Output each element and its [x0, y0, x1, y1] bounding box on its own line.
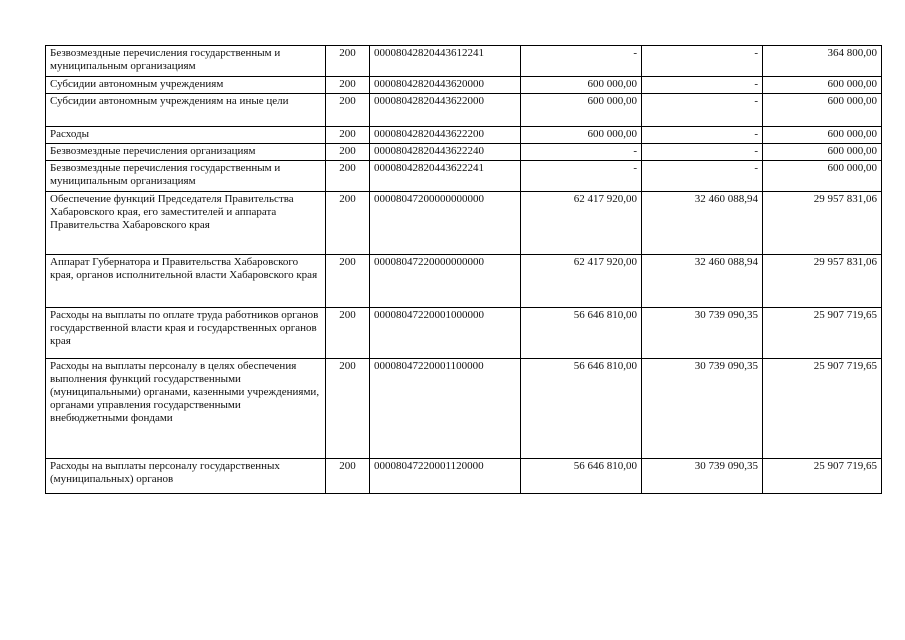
expense-name-cell: Обеспечение функций Председателя Правительства Хабаровского края, его заместителей и аппарата Правительства Хабаровского края: [46, 192, 326, 255]
executed-amount-cell: 30 739 090,35: [642, 359, 763, 459]
planned-amount-cell: 62 417 920,00: [521, 192, 642, 255]
table-row: [46, 46, 882, 77]
budget-classification-code-cell: 00008047220001100000: [370, 359, 521, 459]
expense-name-cell: Субсидии автономным учреждениям: [46, 77, 326, 94]
expense-name-cell: Расходы на выплаты персоналу государственных (муниципальных) органов: [46, 459, 326, 494]
unexecuted-amount-cell: 25 907 719,65: [763, 359, 882, 459]
unexecuted-amount-cell: 600 000,00: [763, 144, 882, 161]
unexecuted-amount-cell: 25 907 719,65: [763, 459, 882, 494]
unexecuted-amount-cell: 600 000,00: [763, 77, 882, 94]
table-row: [46, 459, 882, 494]
expense-name-cell: Расходы: [46, 127, 326, 144]
executed-amount-cell: -: [642, 94, 763, 127]
table-row: [46, 192, 882, 255]
unexecuted-amount-cell: 29 957 831,06: [763, 255, 882, 308]
expense-name-cell: Расходы на выплаты персоналу в целях обеспечения выполнения функций государственными (муниципальными) органами, казенными учреждениями, органами управления государственными внебюджетными фондами: [46, 359, 326, 459]
executed-amount-cell: 32 460 088,94: [642, 192, 763, 255]
table-row: [46, 94, 882, 127]
budget-classification-code-cell: 00008042820443622000: [370, 94, 521, 127]
unexecuted-amount-cell: 600 000,00: [763, 161, 882, 192]
planned-amount-cell: 56 646 810,00: [521, 459, 642, 494]
executed-amount-cell: 30 739 090,35: [642, 308, 763, 359]
planned-amount-cell: 62 417 920,00: [521, 255, 642, 308]
planned-amount-cell: -: [521, 46, 642, 77]
line-code-cell: 200: [326, 94, 370, 127]
budget-classification-code-cell: 00008042820443622241: [370, 161, 521, 192]
executed-amount-cell: -: [642, 46, 763, 77]
table-row: [46, 255, 882, 308]
budget-classification-code-cell: 00008042820443622240: [370, 144, 521, 161]
executed-amount-cell: 32 460 088,94: [642, 255, 763, 308]
unexecuted-amount-cell: 29 957 831,06: [763, 192, 882, 255]
planned-amount-cell: -: [521, 144, 642, 161]
planned-amount-cell: 600 000,00: [521, 94, 642, 127]
table-row: [46, 77, 882, 94]
planned-amount-cell: 56 646 810,00: [521, 308, 642, 359]
planned-amount-cell: 600 000,00: [521, 77, 642, 94]
line-code-cell: 200: [326, 308, 370, 359]
executed-amount-cell: -: [642, 161, 763, 192]
planned-amount-cell: 600 000,00: [521, 127, 642, 144]
unexecuted-amount-cell: 25 907 719,65: [763, 308, 882, 359]
unexecuted-amount-cell: 600 000,00: [763, 94, 882, 127]
expense-name-cell: Безвозмездные перечисления организациям: [46, 144, 326, 161]
budget-classification-code-cell: 00008042820443612241: [370, 46, 521, 77]
expense-name-cell: Безвозмездные перечисления государственным и муниципальным организациям: [46, 46, 326, 77]
table-row: [46, 127, 882, 144]
executed-amount-cell: 30 739 090,35: [642, 459, 763, 494]
planned-amount-cell: 56 646 810,00: [521, 359, 642, 459]
line-code-cell: 200: [326, 77, 370, 94]
line-code-cell: 200: [326, 46, 370, 77]
line-code-cell: 200: [326, 144, 370, 161]
executed-amount-cell: -: [642, 77, 763, 94]
line-code-cell: 200: [326, 127, 370, 144]
expense-name-cell: Аппарат Губернатора и Правительства Хабаровского края, органов исполнительной власти Хабаровского края: [46, 255, 326, 308]
line-code-cell: 200: [326, 255, 370, 308]
line-code-cell: 200: [326, 459, 370, 494]
expense-name-cell: Безвозмездные перечисления государственным и муниципальным организациям: [46, 161, 326, 192]
unexecuted-amount-cell: 364 800,00: [763, 46, 882, 77]
table-row: [46, 308, 882, 359]
budget-classification-code-cell: 00008047220001120000: [370, 459, 521, 494]
line-code-cell: 200: [326, 192, 370, 255]
budget-classification-code-cell: 00008047200000000000: [370, 192, 521, 255]
line-code-cell: 200: [326, 359, 370, 459]
budget-classification-code-cell: 00008047220000000000: [370, 255, 521, 308]
expense-name-cell: Субсидии автономным учреждениям на иные цели: [46, 94, 326, 127]
executed-amount-cell: -: [642, 144, 763, 161]
planned-amount-cell: -: [521, 161, 642, 192]
budget-classification-code-cell: 00008042820443620000: [370, 77, 521, 94]
unexecuted-amount-cell: 600 000,00: [763, 127, 882, 144]
budget-classification-code-cell: 00008047220001000000: [370, 308, 521, 359]
budget-execution-table: [45, 45, 882, 494]
table-row: [46, 144, 882, 161]
table-body: [46, 46, 882, 494]
line-code-cell: 200: [326, 161, 370, 192]
expense-name-cell: Расходы на выплаты по оплате труда работников органов государственной власти края и государственных органов края: [46, 308, 326, 359]
table-row: [46, 161, 882, 192]
budget-classification-code-cell: 00008042820443622200: [370, 127, 521, 144]
table-row: [46, 359, 882, 459]
executed-amount-cell: -: [642, 127, 763, 144]
